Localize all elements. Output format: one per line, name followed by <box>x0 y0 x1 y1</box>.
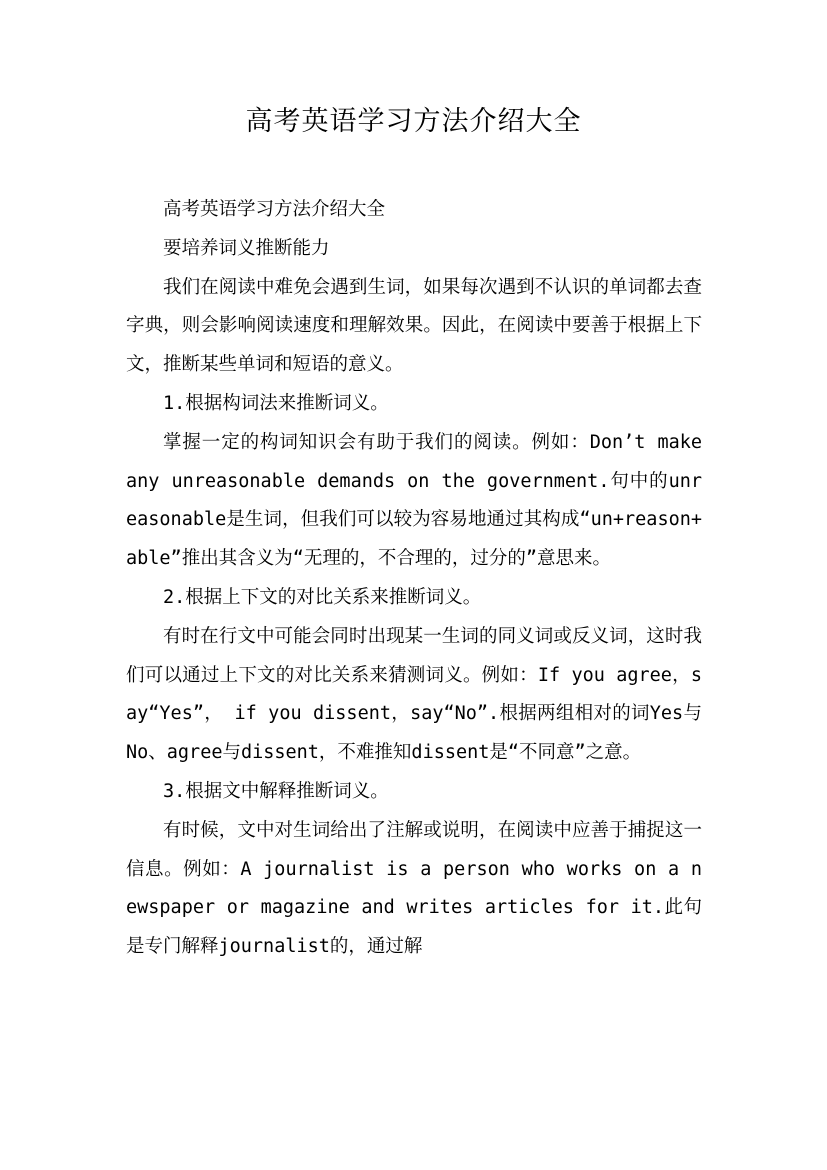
document-body <box>126 191 702 967</box>
paragraph-section-heading: 要培养词义推断能力 <box>163 237 330 259</box>
paragraph-subtitle: 高考英语学习方法介绍大全 <box>163 199 386 220</box>
paragraph-method-1-body: 掌握一定的构词知识会有助于我们的阅读。例如：Don’t make any unreasonable demands on the government.句中的unreasonable是生词，但我们可以较为容易地通过其构成“un+reason+able”推出其含义为“无理的，不合理的，过分的”意思来。 <box>126 431 702 570</box>
document-title: 高考英语学习方法介绍大全 <box>245 106 582 137</box>
paragraph-method-2-body: 有时在行文中可能会同时出现某一生词的同义词或反义词，这时我们可以通过上下文的对比关系来猜测词义。例如：If you agree，say“Yes”， if you dissent，say“No”.根据两组相对的词Yes与No、agree与dissent，不难推知dissent是“不同意”之意。 <box>126 625 702 764</box>
paragraph-method-2-heading: 2.根据上下文的对比关系来推断词义。 <box>163 586 482 608</box>
paragraph-method-1-heading: 1.根据构词法来推断词义。 <box>163 392 389 414</box>
paragraph-method-3-heading: 3.根据文中解释推断词义。 <box>163 780 389 802</box>
paragraph-method-3-body: 有时候，文中对生词给出了注解或说明，在阅读中应善于捕捉这一信息。例如：A journalist is a person who works on a newspaper or magazine and writes articles for it.此句是专门解释journalist的，通过解 <box>126 819 702 958</box>
paragraph-intro: 我们在阅读中难免会遇到生词，如果每次遇到不认识的单词都去查字典，则会影响阅读速度和理解效果。因此，在阅读中要善于根据上下文，推断某些单词和短语的意义。 <box>126 276 702 376</box>
